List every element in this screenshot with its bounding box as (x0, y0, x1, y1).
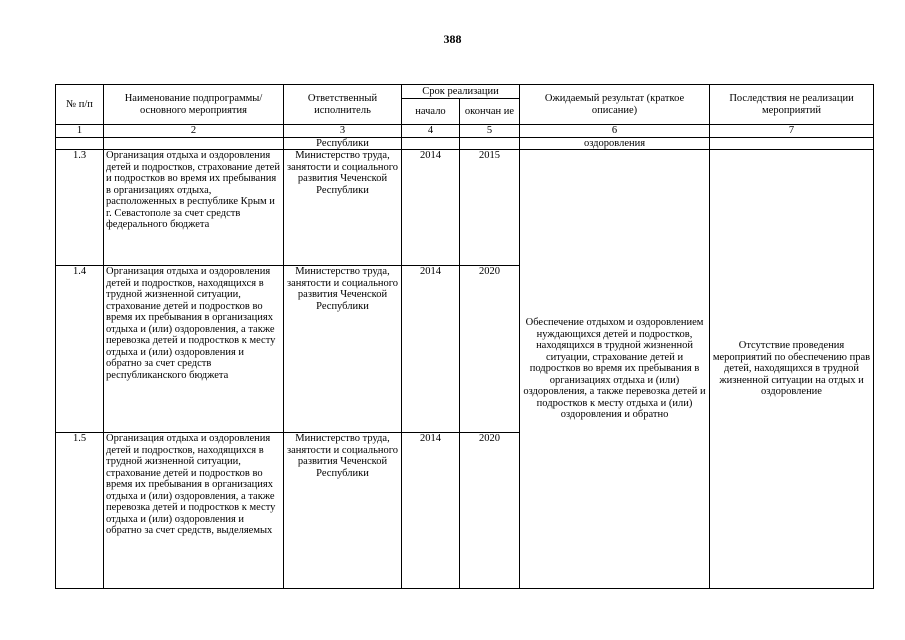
header-end: окончан ие (460, 99, 520, 125)
program-table (55, 84, 874, 589)
table-row (56, 150, 874, 266)
row-name: Организация отдыха и оздоровления детей и подростков, находящихся в трудной жизненной ситуации, страхование детей и подростков во время их пребывания в организациях отдыха и (или) оздоровления, а также перевозка детей и подростков к месту отдыха и (или) оздоровления и обратно за счет средств, выделяемых (104, 433, 284, 589)
column-number: 5 (460, 125, 520, 138)
header-start: начало (402, 99, 460, 125)
row-number: 1.3 (56, 150, 104, 266)
header-name: Наименование подпрограммы/ основного мероприятия (104, 85, 284, 125)
row-end: 2020 (460, 433, 520, 589)
header-consequences: Последствия не реализации мероприятий (710, 85, 874, 125)
row-responsible: Министерство труда, занятости и социального развития Чеченской Республики (284, 266, 402, 433)
row-name: Организация отдыха и оздоровления детей и подростков, находящихся в трудной жизненной ситуации, страхование детей и подростков во время их пребывания в организациях отдыха и (или) оздоровления, а также перевозка детей и подростков к месту отдыха и (или) оздоровления и обратно за счет средств республиканского бюджета (104, 266, 284, 433)
merged-consequences: Отсутствие проведения мероприятий по обеспечению прав детей, находящихся в трудной жизненной ситуации на отдых и оздоровление (710, 150, 874, 589)
row-end: 2020 (460, 266, 520, 433)
column-number: 6 (520, 125, 710, 138)
column-numbers-row (56, 125, 874, 138)
column-number: 2 (104, 125, 284, 138)
header-period: Срок реализации (402, 85, 520, 99)
row-start: 2014 (402, 433, 460, 589)
column-number: 1 (56, 125, 104, 138)
header-row-1 (56, 85, 874, 99)
row-responsible: Министерство труда, занятости и социального развития Чеченской Республики (284, 433, 402, 589)
column-number: 7 (710, 125, 874, 138)
column-number: 4 (402, 125, 460, 138)
continuation-row (56, 137, 874, 150)
merged-result: Обеспечение отдыхом и оздоровлением нуждающихся детей и подростков, находящихся в трудной жизненной ситуации, страхование детей и подростков во время их пребывания в организациях отдыха и (или) оздоровления, а также перевозка детей и подростков к месту отдыха и (или) оздоровления и обратно (520, 150, 710, 589)
continuation-result: оздоровления (520, 137, 710, 150)
row-name: Организация отдыха и оздоровления детей и подростков, страхование детей и подростков во время их пребывания в организациях отдыха, расположенных в республике Крым и г. Севастополе за счет средств федерального бюджета (104, 150, 284, 266)
row-number: 1.5 (56, 433, 104, 589)
row-start: 2014 (402, 150, 460, 266)
row-end: 2015 (460, 150, 520, 266)
row-responsible: Министерство труда, занятости и социального развития Чеченской Республики (284, 150, 402, 266)
header-responsible: Ответственный исполнитель (284, 85, 402, 125)
row-start: 2014 (402, 266, 460, 433)
row-number: 1.4 (56, 266, 104, 433)
header-result: Ожидаемый результат (краткое описание) (520, 85, 710, 125)
header-num: № п/п (56, 85, 104, 125)
column-number: 3 (284, 125, 402, 138)
continuation-responsible: Республики (284, 137, 402, 150)
page-number: 388 (443, 32, 462, 46)
